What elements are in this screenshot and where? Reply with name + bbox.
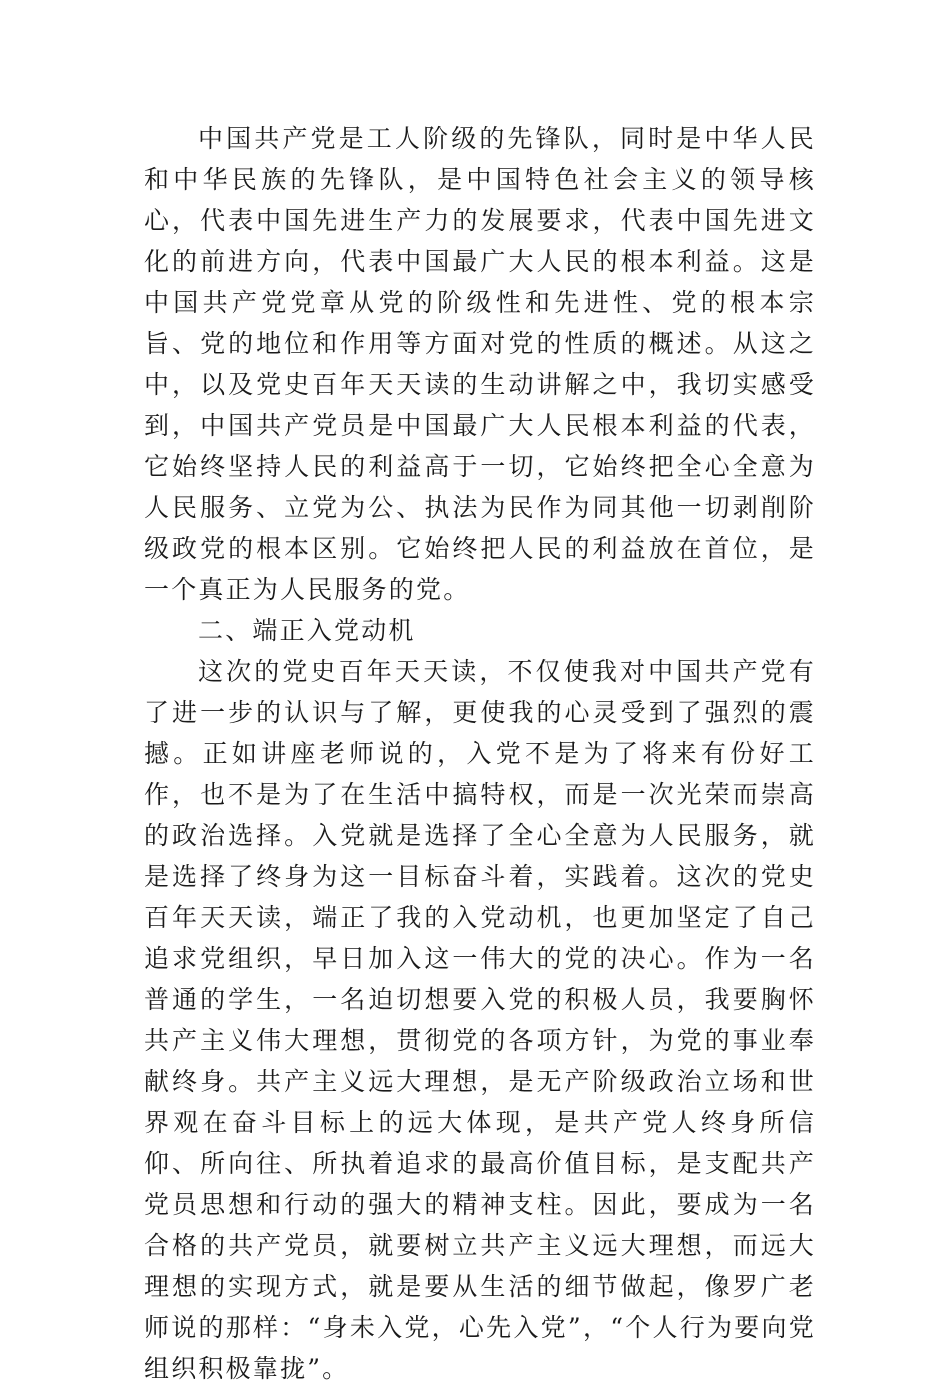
paragraph-party-motivation: 这次的党史百年天天读，不仅使我对中国共产党有了进一步的认识与了解，更使我的心灵受到了强烈的震撼。正如讲座老师说的，入党不是为了将来有份好工作，也不是为了在生活中搞特权，而是一次光荣而崇高的政治选择。入党就是选择了全心全意为人民服务，就是选择了终身为这一目标奋斗着，实践着。这次的党史百年天天读，端正了我的入党动机，也更加坚定了自己追求党组织，早日加入这一伟大的党的决心。作为一名普通的学生，一名迫切想要入党的积极人员，我要胸怀共产主义伟大理想，贯彻党的各项方针，为党的事业奉献终身。共产主义远大理想，是无产阶级政治立场和世界观在奋斗目标上的远大体现，是共产党人终身所信仰、所向往、所执着追求的最高价值目标，是支配共产党员思想和行动的强大的精神支柱。因此，要成为一名合格的共产党员，就要树立共产主义远大理想，而远大理想的实现方式，就是要从生活的细节做起，像罗广老师说的那样：“身未入党，心先入党”，“个人行为要向党组织积极靠拢”。 [144, 657, 816, 1383]
section-heading: 二、端正入党动机 [198, 616, 416, 645]
document-body [144, 118, 816, 1389]
paragraph-party-nature: 中国共产党是工人阶级的先锋队，同时是中华人民和中华民族的先锋队，是中国特色社会主义的领导核心，代表中国先进生产力的发展要求，代表中国先进文化的前进方向，代表中国最广大人民的根本利益。这是中国共产党党章从党的阶级性和先进性、党的根本宗旨、党的地位和作用等方面对党的性质的概述。从这之中，以及党史百年天天读的生动讲解之中，我切实感受到，中国共产党员是中国最广大人民根本利益的代表，它始终坚持人民的利益高于一切，它始终把全心全意为人民服务、立党为公、执法为民作为同其他一切剥削阶级政党的根本区别。它始终把人民的利益放在首位，是一个真正为人民服务的党。 [144, 124, 816, 604]
